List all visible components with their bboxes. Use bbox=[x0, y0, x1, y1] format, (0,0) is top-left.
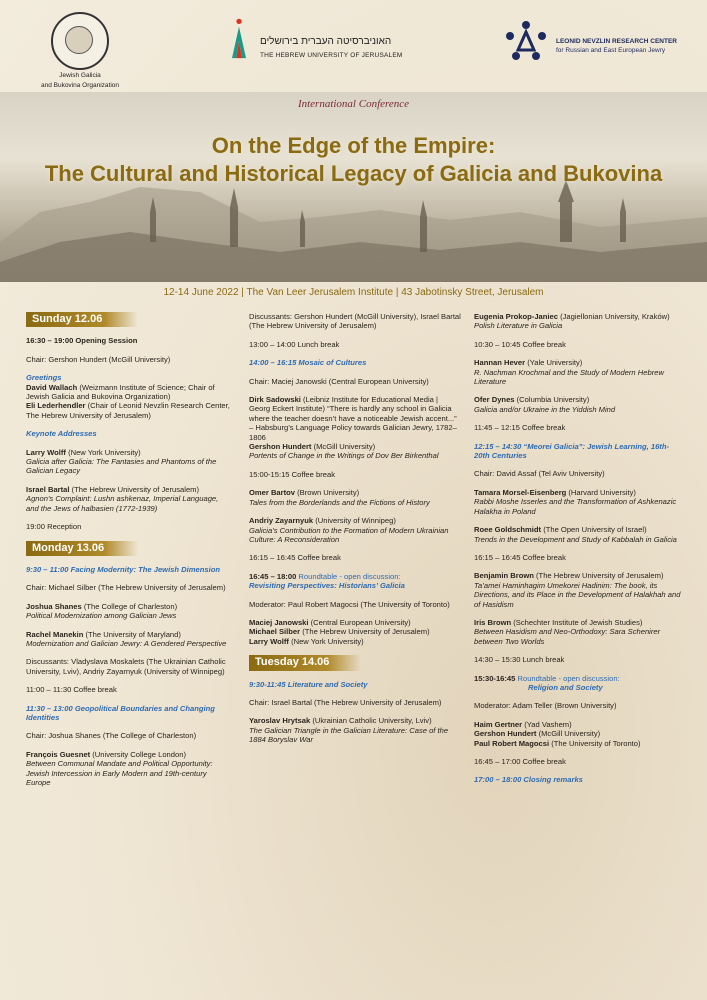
talk-title-benjamin-brown: Ta’amei Haminhagim Umekorei Hadinim: The book, its Directions, and its Place in the Development of Halakhah and of Hasidism bbox=[474, 580, 681, 609]
opening-session-time: 16:30 – 19:00 Opening Session bbox=[26, 336, 138, 346]
speaker-hundert: Gershon Hundert (McGill University) bbox=[249, 442, 376, 452]
huji-mark-icon bbox=[232, 16, 246, 60]
nevzlin-star-icon bbox=[504, 20, 548, 64]
session-chair: Chair: Gershon Hundert (McGill University) bbox=[26, 354, 171, 364]
jgbo-caption-1: Jewish Galicia bbox=[59, 72, 101, 79]
roundtable-religion bbox=[474, 674, 684, 693]
roundtable-label: Roundtable - open discussion: bbox=[517, 673, 620, 683]
speaker-wallach: David Wallach (Weizmann Institute of Science; Chair of Jewish Galicia and Bukovina Organization) bbox=[26, 382, 215, 402]
session-chair: Chair: Maciej Janowski (Central European University) bbox=[249, 376, 429, 386]
speaker-goldschmidt: Roee Goldschmidt (The Open University of Israel) bbox=[474, 525, 647, 535]
roundtable-label: Roundtable - open discussion: bbox=[298, 571, 401, 581]
date-venue-line: 12-14 June 2022 | The Van Leer Jerusalem Institute | 43 Jabotinsky Street, Jerusalem bbox=[163, 287, 544, 298]
column-2 bbox=[249, 312, 461, 745]
talk-title-shanes: Political Modernization among Galician Jews bbox=[26, 611, 177, 621]
talk-title-goldschmidt: Trends in the Development and Study of Kabbalah in Galicia bbox=[474, 534, 677, 544]
lunch-break: 14:30 – 15:30 Lunch break bbox=[474, 655, 565, 665]
day-header-tuesday: Tuesday 14.06 bbox=[249, 655, 361, 670]
speaker-bartov: Omer Bartov (Brown University) bbox=[249, 488, 360, 498]
talk-title-hundert: Portents of Change in the Writings of Dov Ber Birkenthal bbox=[249, 451, 439, 461]
talk-title-bartal: Agnon's Complaint: Lushn ashkenaz, Imperial Language, and the Jews of halbasien (1772-1939) bbox=[26, 494, 219, 513]
header bbox=[0, 0, 707, 92]
speaker-hever: Hannan Hever (Yale University) bbox=[474, 358, 583, 368]
moderator: Moderator: Adam Teller (Brown University) bbox=[474, 701, 617, 711]
huji-hebrew: האוניברסיטה העברית בירושלים bbox=[260, 36, 392, 47]
speaker-dynes: Ofer Dynes (Columbia University) bbox=[474, 395, 590, 405]
lunch-break: 13:00 – 14:00 Lunch break bbox=[249, 339, 340, 349]
speaker-sadowski: Dirk Sadowski (Leibniz Institute for Educational Media | Georg Eckert Institute) “There is hardly any school in Galicia where the teacher doesn’t have a noticeable Jewish accent...” – Habsburg’s Language Policy towards Galician Jewry, 1782–1806 bbox=[249, 395, 457, 442]
session-meorei-galicia: 12:15 – 14:30 “Meorei Galicia”: Jewish Learning, 16th-20th Centuries bbox=[474, 441, 669, 461]
coffee-break: 15:00-15:15 Coffee break bbox=[249, 469, 335, 479]
keynote-heading: Keynote Addresses bbox=[26, 429, 97, 439]
coffee-break: 11:45 – 12:15 Coffee break bbox=[474, 423, 566, 433]
speaker-zayarnyuk: Andriy Zayarnyuk (University of Winnipeg) bbox=[249, 516, 396, 526]
speaker-bartal: Israel Bartal (The Hebrew University of Jerusalem) bbox=[26, 484, 200, 494]
day-header-monday: Monday 13.06 bbox=[26, 541, 138, 556]
coffee-break: 16:45 – 17:00 Coffee break bbox=[474, 757, 566, 766]
nevzlin-text bbox=[556, 37, 677, 55]
coffee-break: 16:15 – 16:45 Coffee break bbox=[474, 552, 566, 562]
panelist-wolff: Larry Wolff (New York University) bbox=[249, 636, 364, 646]
speaker-wolff: Larry Wolff (New York University) bbox=[26, 447, 141, 457]
talk-title-prokop-janiec: Polish Literature in Galicia bbox=[474, 321, 563, 331]
talk-title-zayarnyuk: Galicia’s Contribution to the Formation of Modern Ukrainian Culture: A Reconsideration bbox=[249, 525, 449, 544]
title-line-2: The Cultural and Historical Legacy of Galicia and Bukovina bbox=[44, 161, 663, 186]
discussants: Discussants: Vladyslava Moskalets (The Ukrainian Catholic University, Lviv), Andriy Zayarnyuk (University of Winnipeg) bbox=[26, 657, 226, 676]
jgbo-seal-icon bbox=[51, 12, 109, 70]
speaker-shanes: Joshua Shanes (The College of Charleston) bbox=[26, 601, 178, 611]
city-engraving-banner bbox=[0, 92, 707, 282]
jgbo-caption-2: and Bukovina Organization bbox=[40, 82, 120, 89]
roundtable-time: 16:45 – 18:00 bbox=[249, 571, 297, 581]
talk-title-bartov: Tales from the Borderlands and the Fictions of History bbox=[249, 497, 430, 507]
moderator: Moderator: Paul Robert Magocsi (The University of Toronto) bbox=[249, 599, 450, 609]
greetings-heading: Greetings bbox=[26, 373, 62, 383]
roundtable-title: Revisiting Perspectives: Historians’ Galicia bbox=[249, 581, 405, 591]
session-literature-society: 9:30-11:45 Literature and Society bbox=[249, 679, 368, 689]
session-chair: Chair: Michael Silber (The Hebrew University of Jerusalem) bbox=[26, 583, 226, 593]
coffee-break: 10:30 – 10:45 Coffee break bbox=[474, 339, 566, 349]
session-chair: Chair: David Assaf (Tel Aviv University) bbox=[474, 469, 605, 479]
talk-title-guesnet: Between Communal Mandate and Political Opportunity: Jewish Intercession in Early Modern and 19th-century Europe bbox=[26, 759, 213, 787]
panelist-silber: Michael Silber (The Hebrew University of Jerusalem) bbox=[249, 627, 430, 637]
session-geopolitical-boundaries: 11:30 – 13:00 Geopolitical Boundaries and Changing Identities bbox=[26, 703, 215, 722]
roundtable-time: 15:30-16:45 bbox=[474, 673, 516, 683]
talk-title-hever: R. Nachman Krochmal and the Study of Modern Hebrew Literature bbox=[474, 367, 664, 387]
panelist-hundert: Gershon Hundert (McGill University) bbox=[474, 729, 601, 739]
talk-title-wolff: Galicia after Galicia: The Fantasies and Phantoms of the Galician Legacy bbox=[26, 457, 217, 476]
coffee-break: 16:15 – 16:45 Coffee break bbox=[249, 553, 341, 563]
roundtable-title: Religion and Society bbox=[528, 682, 603, 692]
page-title bbox=[0, 132, 707, 188]
speaker-prokop-janiec: Eugenia Prokop-Janiec (Jagiellonian University, Kraków) bbox=[474, 312, 670, 321]
talk-title-morsel-eisenberg: Rabbi Moshe Isserles and the Transformation of Ashkenazic Halakha in Poland bbox=[474, 497, 677, 516]
panelist-magocsi: Paul Robert Magocsi (The University of Toronto) bbox=[474, 738, 641, 748]
speaker-morsel-eisenberg: Tamara Morsel-Eisenberg (Harvard University) bbox=[474, 487, 636, 497]
jgbo-logo bbox=[40, 12, 120, 90]
panelist-janowski: Maciej Janowski (Central European University) bbox=[249, 617, 411, 627]
talk-title-dynes: Galicia and/or Ukraine in the Yiddish Mind bbox=[474, 404, 616, 414]
column-1 bbox=[26, 312, 231, 787]
speaker-benjamin-brown: Benjamin Brown (The Hebrew University of Jerusalem) bbox=[474, 571, 664, 581]
discussants: Discussants: Gershon Hundert (McGill University), Israel Bartal (The Hebrew University of Jerusalem) bbox=[249, 312, 461, 331]
nevzlin-line-2: for Russian and East European Jewry bbox=[556, 47, 666, 54]
speaker-lederhendler: Eli Lederhendler (Chair of Leonid Nevzlin Research Center, The Hebrew University of Jerusalem) bbox=[26, 401, 230, 420]
speaker-iris-brown: Iris Brown (Schechter Institute of Jewish Studies) bbox=[474, 617, 643, 627]
session-facing-modernity: 9:30 – 11:00 Facing Modernity: The Jewish Dimension bbox=[26, 564, 220, 574]
huji-english: THE HEBREW UNIVERSITY OF JERUSALEM bbox=[260, 52, 403, 59]
speaker-hrytsak: Yaroslav Hrytsak (Ukrainian Catholic University, Lviv) bbox=[249, 716, 432, 726]
day-header-sunday: Sunday 12.06 bbox=[26, 312, 138, 327]
reception: 19:00 Reception bbox=[26, 522, 82, 532]
session-chair: Chair: Israel Bartal (The Hebrew University of Jerusalem) bbox=[249, 697, 442, 707]
column-3 bbox=[474, 312, 684, 785]
talk-title-iris-brown: Between Hasidism and Neo-Orthodoxy: Sara Schenirer between Two Worlds bbox=[474, 627, 661, 646]
coffee-break: 11:00 – 11:30 Coffee break bbox=[26, 685, 117, 695]
closing-remarks: 17:00 – 18:00 Closing remarks bbox=[474, 775, 583, 785]
speaker-guesnet: François Guesnet (University College London) bbox=[26, 749, 186, 759]
roundtable-historians bbox=[249, 572, 461, 591]
title-line-1: On the Edge of the Empire: bbox=[211, 133, 496, 158]
nevzlin-line-1: LEONID NEVZLIN RESEARCH CENTER bbox=[556, 38, 677, 45]
speaker-manekin: Rachel Manekin (The University of Maryland) bbox=[26, 629, 181, 639]
session-mosaic-of-cultures: 14:00 – 16:15 Mosaic of Cultures bbox=[249, 358, 367, 368]
conference-label: International Conference bbox=[297, 98, 410, 110]
panelist-gertner: Haim Gertner (Yad Vashem) bbox=[474, 719, 572, 729]
talk-title-manekin: Modernization and Galician Jewry: A Gendered Perspective bbox=[26, 638, 227, 648]
session-chair: Chair: Joshua Shanes (The College of Charleston) bbox=[26, 731, 197, 741]
talk-title-hrytsak: The Galician Triangle in the Galician Literature: Case of the 1884 Boryslav War bbox=[249, 725, 449, 745]
